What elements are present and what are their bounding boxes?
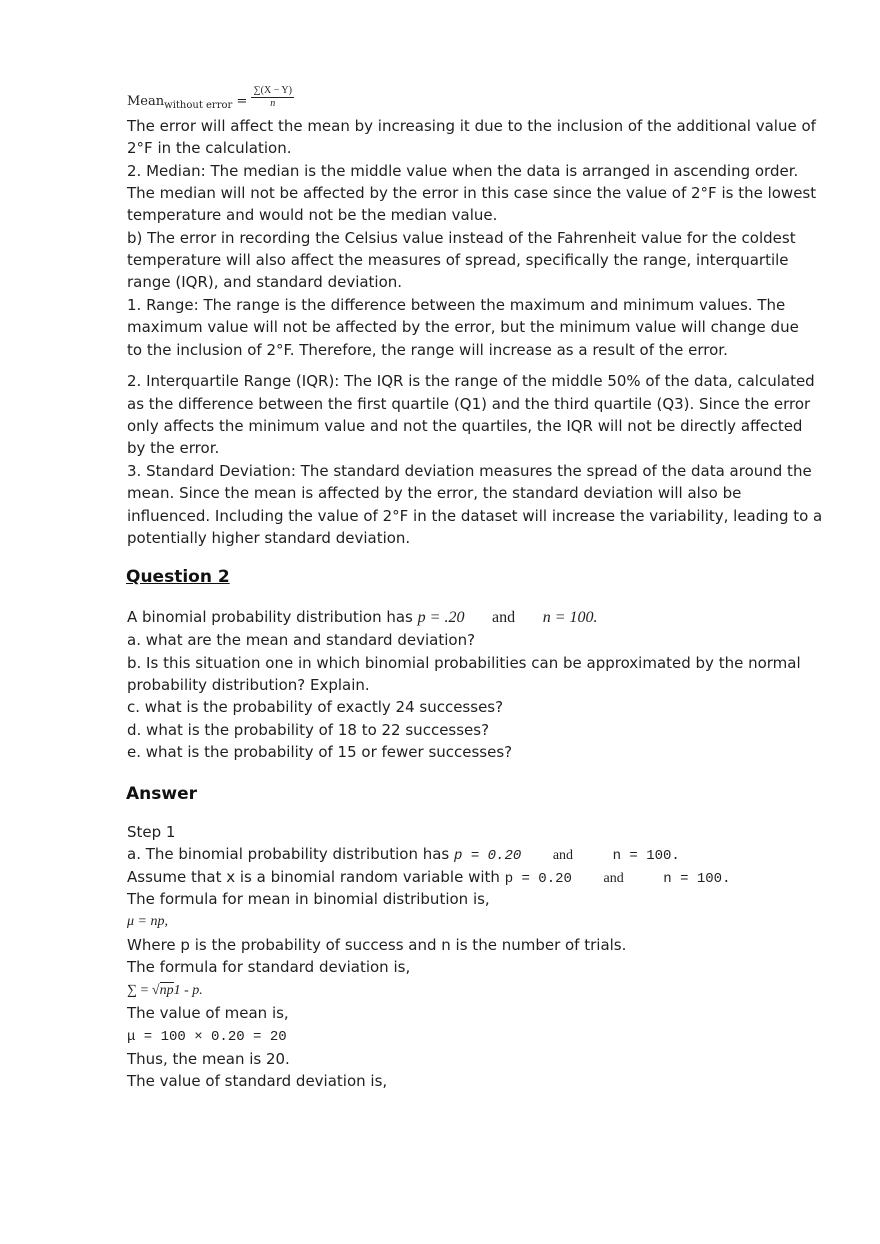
- question-item: a. what are the mean and standard deviation?: [127, 631, 476, 649]
- sigma-rest: 1 - p.: [173, 983, 203, 998]
- text-line: 3. Standard Deviation: The standard deviation measures the spread of the data around the: [127, 462, 812, 480]
- text-line: range (IQR), and standard deviation.: [127, 273, 403, 291]
- mu-calculation: μ = 100 × 0.20 = 20: [127, 1029, 287, 1045]
- p-value-expr: p = .20: [417, 609, 465, 626]
- question-intro: [127, 607, 597, 628]
- mean-formula-label: The formula for mean in binomial distribution is,: [127, 890, 490, 908]
- assume-and: and: [603, 871, 624, 886]
- assume-n: n = 100.: [663, 871, 731, 887]
- text-line: maximum value will not be affected by the error, but the minimum value will change due: [127, 318, 799, 336]
- sd-formula-label: The formula for standard deviation is,: [127, 958, 411, 976]
- text-line: potentially higher standard deviation.: [127, 529, 411, 547]
- mu-formula: μ = np,: [127, 914, 168, 929]
- text-line: 2. Interquartile Range (IQR): The IQR is the range of the middle 50% of the data, calculated: [127, 372, 815, 390]
- mean-fraction: [251, 85, 294, 110]
- sqrt-symbol: √: [151, 983, 160, 998]
- text-line: 1. Range: The range is the difference between the maximum and minimum values. The: [127, 296, 786, 314]
- question-item: d. what is the probability of 18 to 22 successes?: [127, 721, 490, 739]
- text-line: influenced. Including the value of 2°F in the dataset will increase the variability, leading to a: [127, 507, 823, 525]
- mean-subscript: without error: [164, 100, 233, 111]
- text-line: temperature and would not be the median value.: [127, 206, 498, 224]
- answer-line-assume: [127, 867, 730, 889]
- text-line: 2. Median: The median is the middle value when the data is arranged in ascending order.: [127, 162, 799, 180]
- question-intro-text: A binomial probability distribution has: [127, 608, 413, 626]
- sqrt-inner: np: [159, 983, 174, 998]
- answer-a-and: and: [552, 848, 574, 863]
- step-label: Step 1: [127, 823, 176, 841]
- text-line: The median will not be affected by the error in this case since the value of 2°F is the lowest: [127, 184, 817, 202]
- text-line: 2°F in the calculation.: [127, 139, 292, 157]
- and-word: and: [492, 609, 516, 626]
- text-line: b) The error in recording the Celsius value instead of the Fahrenheit value for the coldest: [127, 229, 796, 247]
- text-line: to the inclusion of 2°F. Therefore, the range will increase as a result of the error.: [127, 341, 728, 359]
- sigma-formula: [127, 981, 203, 1001]
- answer-a-p: p = 0.20: [454, 848, 522, 864]
- sd-value-label: The value of standard deviation is,: [127, 1072, 388, 1090]
- mean-formula: [127, 85, 294, 116]
- text-line: by the error.: [127, 439, 220, 457]
- fraction-numerator: ∑(X − Y): [253, 85, 292, 96]
- where-text: Where p is the probability of success and n is the number of trials.: [127, 936, 627, 954]
- mean-result: Thus, the mean is 20.: [127, 1050, 290, 1068]
- question-item: probability distribution? Explain.: [127, 676, 370, 694]
- sigma-lhs: ∑ =: [127, 983, 149, 998]
- question-item: e. what is the probability of 15 or fewer successes?: [127, 743, 513, 761]
- mean-value-label: The value of mean is,: [127, 1004, 289, 1022]
- answer-line-a: [127, 844, 680, 866]
- assume-p: p = 0.20: [504, 871, 572, 887]
- answer-a-n: n = 100.: [612, 848, 680, 864]
- question-heading: Question 2: [126, 567, 230, 587]
- text-line: as the difference between the first quartile (Q1) and the third quartile (Q3). Since the error: [127, 395, 811, 413]
- fraction-denominator: n: [270, 98, 276, 109]
- answer-a-text: a. The binomial probability distribution has: [127, 845, 450, 863]
- question-item: c. what is the probability of exactly 24 successes?: [127, 698, 504, 716]
- text-line: temperature will also affect the measures of spread, specifically the range, interquartile: [127, 251, 789, 269]
- n-value-expr: n = 100.: [542, 609, 598, 626]
- question-item: b. Is this situation one in which binomial probabilities can be approximated by the normal: [127, 654, 801, 672]
- answer-heading: Answer: [126, 784, 197, 804]
- text-line: The error will affect the mean by increasing it due to the inclusion of the additional value of: [127, 117, 816, 135]
- text-line: mean. Since the mean is affected by the error, the standard deviation will also be: [127, 484, 742, 502]
- text-line: only affects the minimum value and not the quartiles, the IQR will not be directly affected: [127, 417, 803, 435]
- equals-sign: =: [236, 94, 248, 109]
- mean-label: Mean: [127, 94, 165, 109]
- assume-text: Assume that x is a binomial random variable with: [127, 868, 500, 886]
